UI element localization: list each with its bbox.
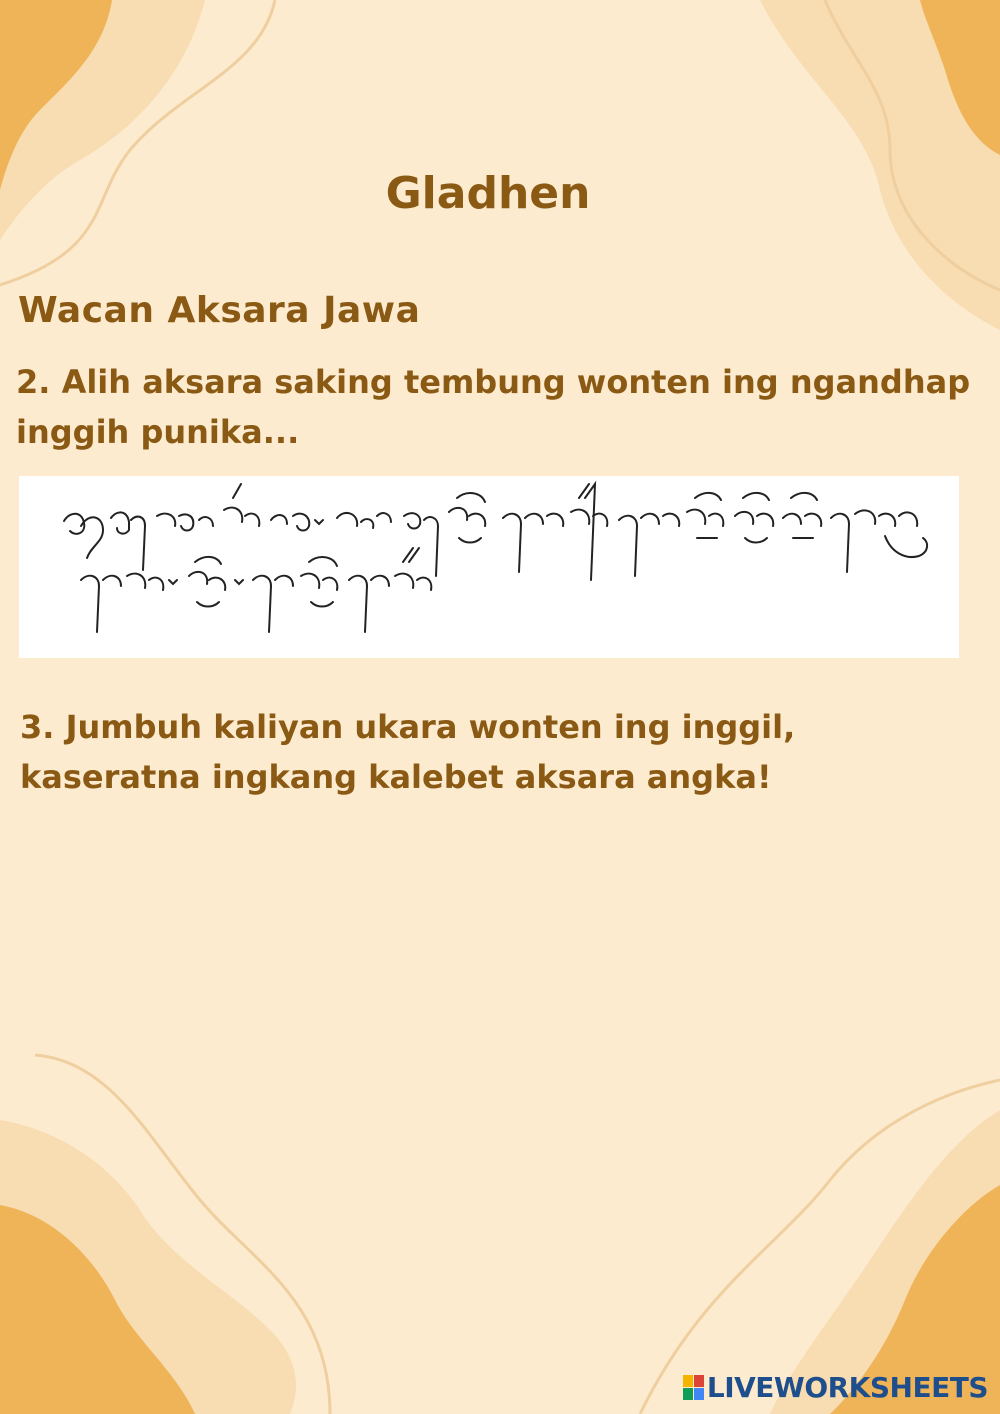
javanese-script-image	[19, 476, 959, 658]
liveworksheets-watermark	[683, 1371, 988, 1404]
page-title: Gladhen	[385, 168, 591, 219]
question-3: 3. Jumbuh kaliyan ukara wonten ing inggil, kaseratna ingkang kalebet aksara angka!	[20, 708, 796, 796]
watermark-text: LIVEWORKSHEETS	[706, 1371, 988, 1404]
script-line-1	[64, 484, 927, 580]
script-line-2	[81, 548, 431, 632]
question-2: 2. Alih aksara saking tembung wonten ing ngandhap inggih punika...	[16, 363, 971, 451]
javanese-script-icon	[19, 476, 959, 658]
section-title: Wacan Aksara Jawa	[18, 290, 421, 331]
liveworksheets-logo-icon	[683, 1375, 705, 1401]
